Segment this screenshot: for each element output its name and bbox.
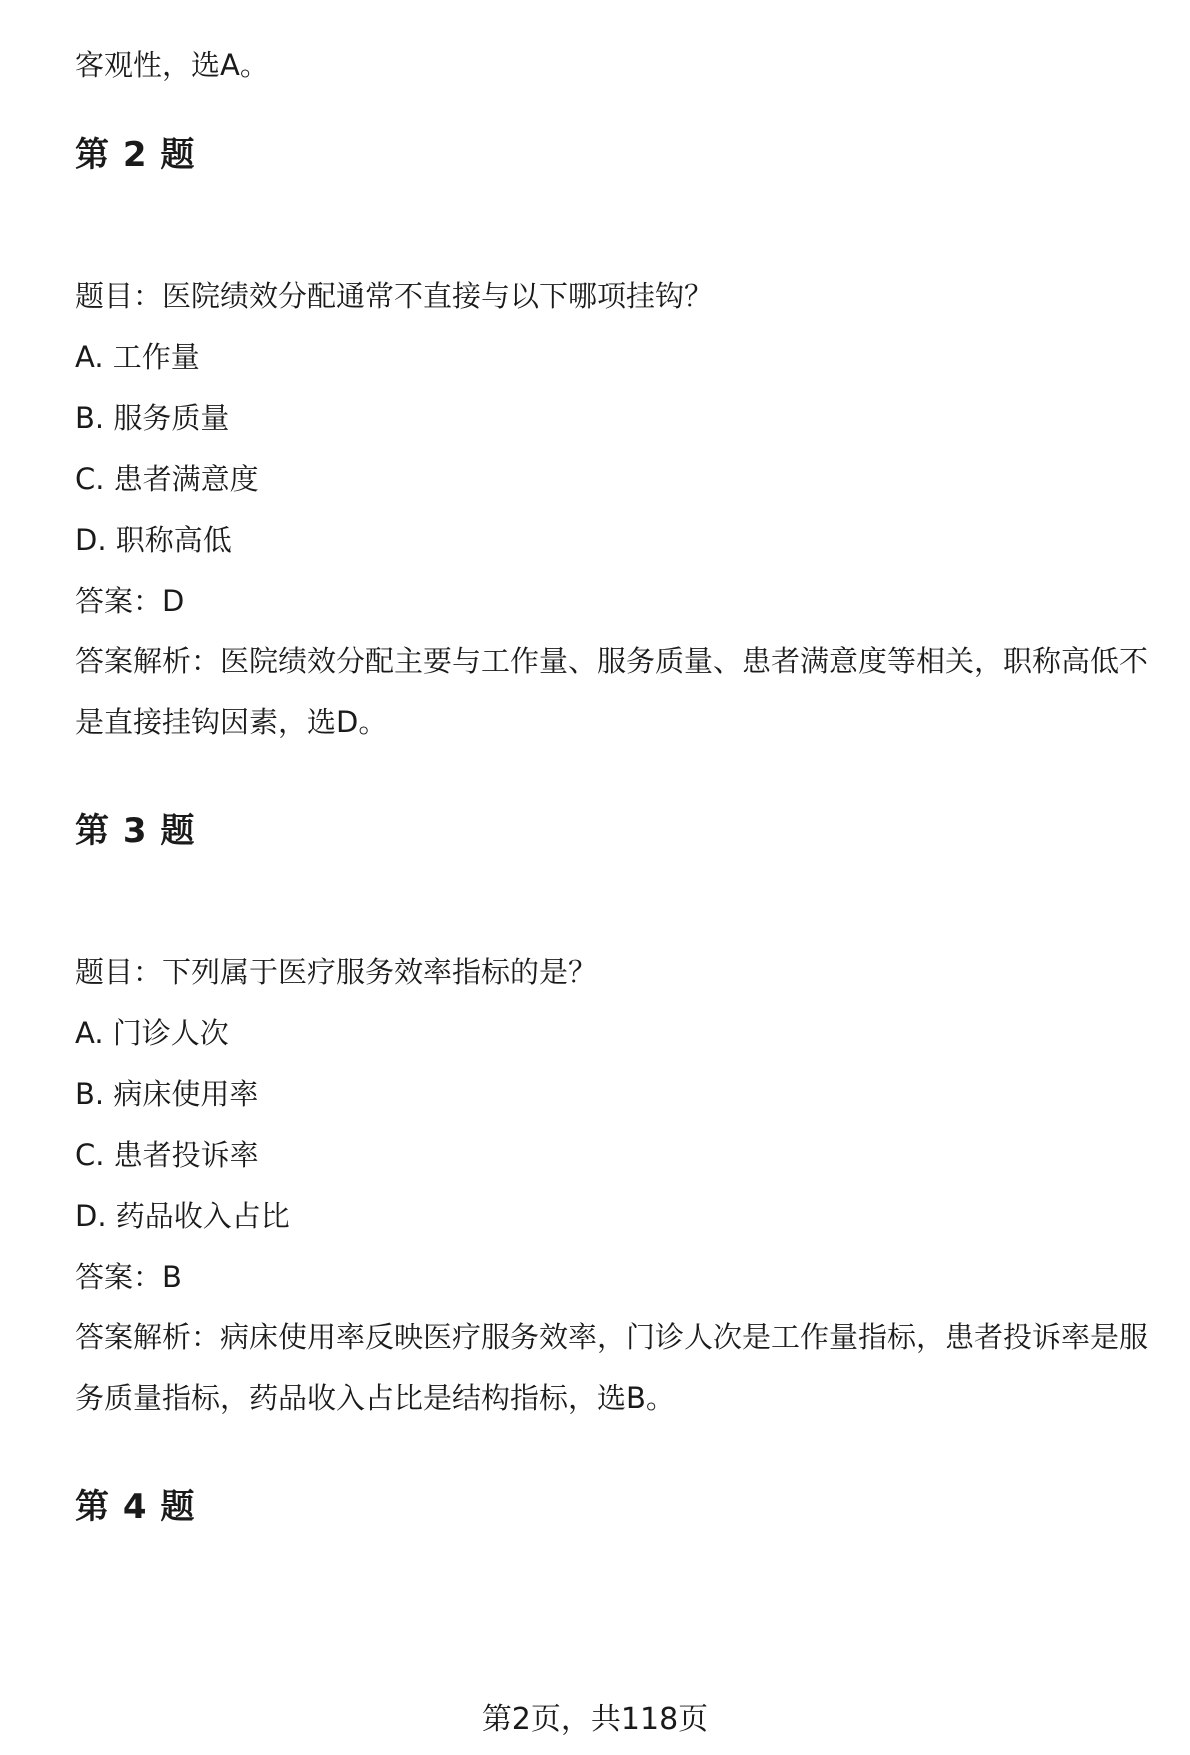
option-b: B. 服务质量 — [75, 401, 230, 435]
option-c: C. 患者投诉率 — [75, 1138, 259, 1172]
answer-analysis: 答案解析：病床使用率反映医疗服务效率，门诊人次是工作量指标，患者投诉率是服务质量指标，药品收入占比是结构指标，选B。 — [75, 1320, 1149, 1415]
option-a: A. 工作量 — [75, 340, 200, 374]
option-d: D. 药品收入占比 — [75, 1199, 290, 1233]
question-stem: 题目：下列属于医疗服务效率指标的是？ — [75, 955, 598, 989]
answer-analysis: 答案解析：医院绩效分配主要与工作量、服务质量、患者满意度等相关，职称高低不是直接挂钩因素，选D。 — [75, 644, 1149, 739]
leading-fragment: 客观性，选A。 — [75, 48, 269, 82]
question-block — [75, 1487, 1175, 1527]
option-c: C. 患者满意度 — [75, 462, 259, 496]
question-heading: 第 4 题 — [75, 1487, 196, 1527]
question-heading: 第 2 题 — [75, 135, 196, 175]
question-stem: 题目：医院绩效分配通常不直接与以下哪项挂钩？ — [75, 279, 714, 313]
answer-line: 答案：B — [75, 1260, 182, 1294]
question-block — [75, 811, 1175, 1429]
question-heading: 第 3 题 — [75, 811, 196, 851]
question-block — [75, 135, 1175, 753]
option-b: B. 病床使用率 — [75, 1077, 259, 1111]
document-body — [75, 50, 1175, 1527]
answer-line: 答案：D — [75, 584, 185, 618]
option-a: A. 门诊人次 — [75, 1016, 229, 1050]
option-d: D. 职称高低 — [75, 523, 232, 557]
page-footer: 第2页，共118页 — [481, 1702, 709, 1737]
